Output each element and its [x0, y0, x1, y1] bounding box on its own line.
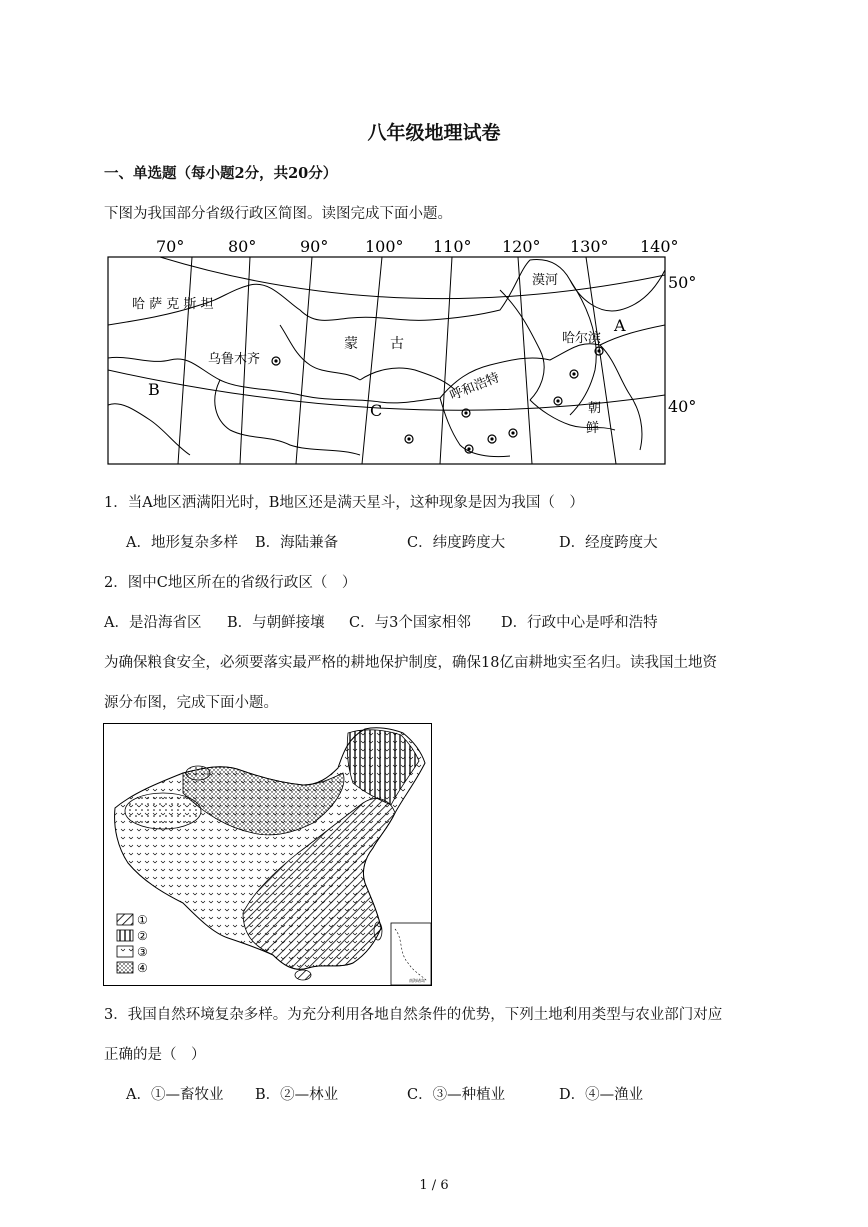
legend-label: ④ — [137, 961, 148, 975]
page-number: 1 / 6 — [419, 1178, 449, 1193]
label-C: C — [370, 401, 383, 420]
q2-option-a: A．是沿海省区 — [104, 615, 202, 631]
label-mongolia: 古 — [390, 336, 404, 352]
q2-option-d: D．行政中心是呼和浩特 — [501, 615, 658, 631]
south-sea-inset — [391, 923, 431, 985]
legend-label: ③ — [137, 945, 148, 959]
q2-option-c: C．与3个国家相邻 — [349, 615, 471, 631]
lon-label: 80° — [228, 237, 257, 256]
q3-option-b: B．②—林业 — [255, 1087, 339, 1103]
intro-text-2-cont: 源分布图，完成下面小题。 — [104, 695, 278, 711]
province-map — [100, 230, 697, 470]
lat-label: 50° — [668, 273, 697, 292]
label-harbin: 哈尔滨 — [562, 331, 602, 346]
q3-option-c: C．③—种植业 — [407, 1087, 506, 1103]
lat-label: 40° — [668, 397, 697, 416]
page-title: 八年级地理试卷 — [367, 122, 501, 144]
legend-label: ① — [137, 913, 148, 927]
question-2-stem: 2．图中C地区所在的省级行政区（ ） — [104, 575, 357, 591]
question-1-stem: 1．当A地区洒满阳光时，B地区还是满天星斗，这种现象是因为我国（ ） — [104, 495, 584, 511]
q1-option-b: B．海陆兼备 — [255, 535, 339, 551]
question-3-stem: 3．我国自然环境复杂多样。为充分利用各地自然条件的优势，下列土地利用类型与农业部门对应 — [104, 1007, 723, 1023]
section-heading: 一、单选题（每小题2分，共20分） — [104, 165, 338, 182]
lon-label: 90° — [300, 237, 329, 256]
label-kazakhstan: 哈 萨 克 斯 坦 — [132, 297, 214, 312]
lon-label: 140° — [640, 237, 679, 256]
lon-label: 130° — [570, 237, 609, 256]
label-korea: 鲜 — [586, 421, 600, 436]
q1-option-a: A．地形复杂多样 — [126, 535, 238, 551]
legend-label: ② — [137, 929, 148, 943]
label-hohhot: 呼和浩特 — [447, 370, 502, 404]
lon-label: 120° — [502, 237, 541, 256]
lon-label: 100° — [365, 237, 404, 256]
label-korea: 朝 — [588, 401, 602, 416]
q3-option-d: D．④—渔业 — [559, 1087, 644, 1103]
label-B: B — [148, 380, 160, 399]
label-mongolia: 蒙 — [344, 336, 358, 352]
lon-label: 70° — [156, 237, 185, 256]
label-urumqi: 乌鲁木齐 — [208, 352, 261, 367]
lon-label: 110° — [433, 237, 472, 256]
label-A: A — [614, 316, 626, 335]
label-mohe: 漠河 — [532, 273, 559, 288]
q1-option-d: D．经度跨度大 — [559, 535, 658, 551]
inset-label: 南海诸岛 — [409, 978, 425, 983]
intro-text-1: 下图为我国部分省级行政区简图。读图完成下面小题。 — [104, 206, 452, 222]
question-3-stem-cont: 正确的是（ ） — [104, 1047, 206, 1063]
q1-option-c: C．纬度跨度大 — [407, 535, 506, 551]
q3-option-a: A．①—畜牧业 — [126, 1087, 224, 1103]
land-resource-map — [103, 723, 433, 987]
map-frame — [108, 257, 665, 464]
q2-option-b: B．与朝鲜接壤 — [227, 615, 325, 631]
intro-text-2: 为确保粮食安全，必须要落实最严格的耕地保护制度，确保18亿亩耕地实至名归。读我国土地资 — [104, 655, 717, 671]
